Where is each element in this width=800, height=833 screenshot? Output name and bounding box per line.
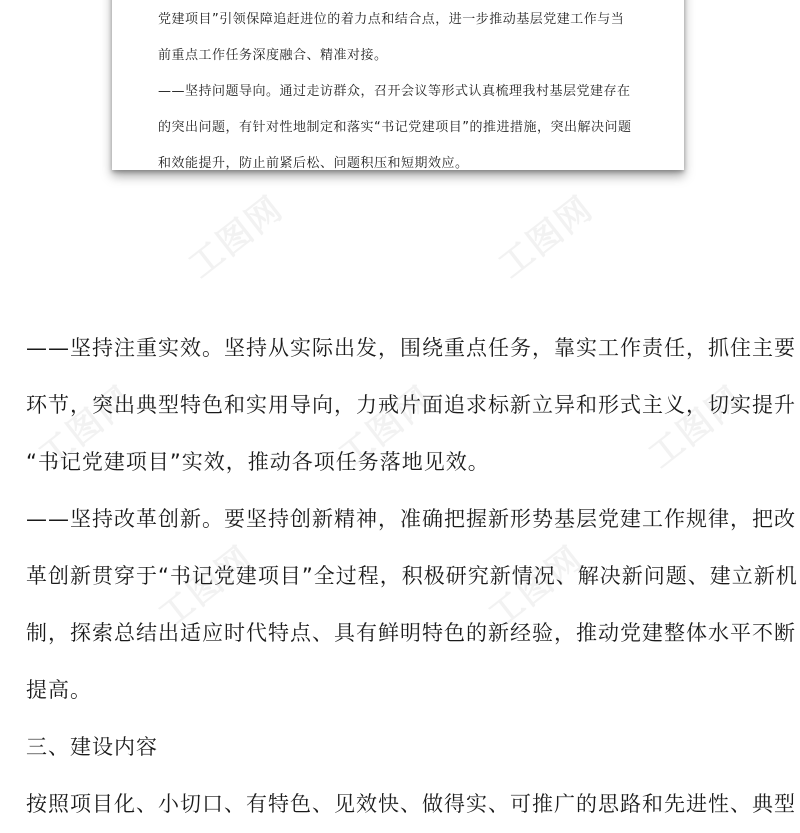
body-text: [26, 320, 798, 833]
section-heading: 三、建设内容: [26, 735, 158, 759]
document-preview-card: [112, 0, 684, 170]
paragraph-line: “书记党建项目”实效，推动各项任务落地见效。: [26, 450, 490, 474]
paragraph-line: 按照项目化、小切口、有特色、见效快、做得实、可推广的思路和先进性、典型: [26, 792, 796, 816]
watermark: 工图网: [151, 538, 262, 637]
document-preview-text: [158, 2, 658, 182]
paragraph-line: 革创新贯穿于“书记党建项目”全过程，积极研究新情况、解决新问题、建立新机: [26, 564, 798, 588]
card-line: 前重点工作任务深度融合、精准对接。: [158, 48, 388, 63]
card-line: 和效能提升，防止前紧后松、问题积压和短期效应。: [158, 156, 469, 171]
watermark: 工图网: [181, 188, 292, 287]
paragraph-line: 环节，突出典型特色和实用导向，力戒片面追求标新立异和形式主义，切实提升: [26, 393, 796, 417]
paragraph-line: ——坚持注重实效。坚持从实际出发，围绕重点任务，靠实工作责任，抓住主要: [26, 336, 796, 360]
watermark: 工图网: [331, 378, 442, 477]
card-line: 党建项目”引领保障追赶进位的着力点和结合点，进一步推动基层党建工作与当: [158, 12, 625, 27]
card-line: ——坚持问题导向。通过走访群众，召开会议等形式认真梳理我村基层党建存在: [158, 84, 631, 99]
watermark: 工图网: [491, 188, 602, 287]
card-line: 的突出问题，有针对性地制定和落实“书记党建项目”的推进措施，突出解决问题: [158, 120, 632, 135]
watermark: 工图网: [31, 378, 142, 477]
paragraph-line: ——坚持改革创新。要坚持创新精神，准确把握新形势基层党建工作规律，把改: [26, 507, 796, 531]
watermark: 工图网: [641, 378, 752, 477]
paragraph-line: 提高。: [26, 678, 92, 702]
paragraph-line: 制，探索总结出适应时代特点、具有鲜明特色的新经验，推动党建整体水平不断: [26, 621, 796, 645]
watermark: 工图网: [481, 538, 592, 637]
